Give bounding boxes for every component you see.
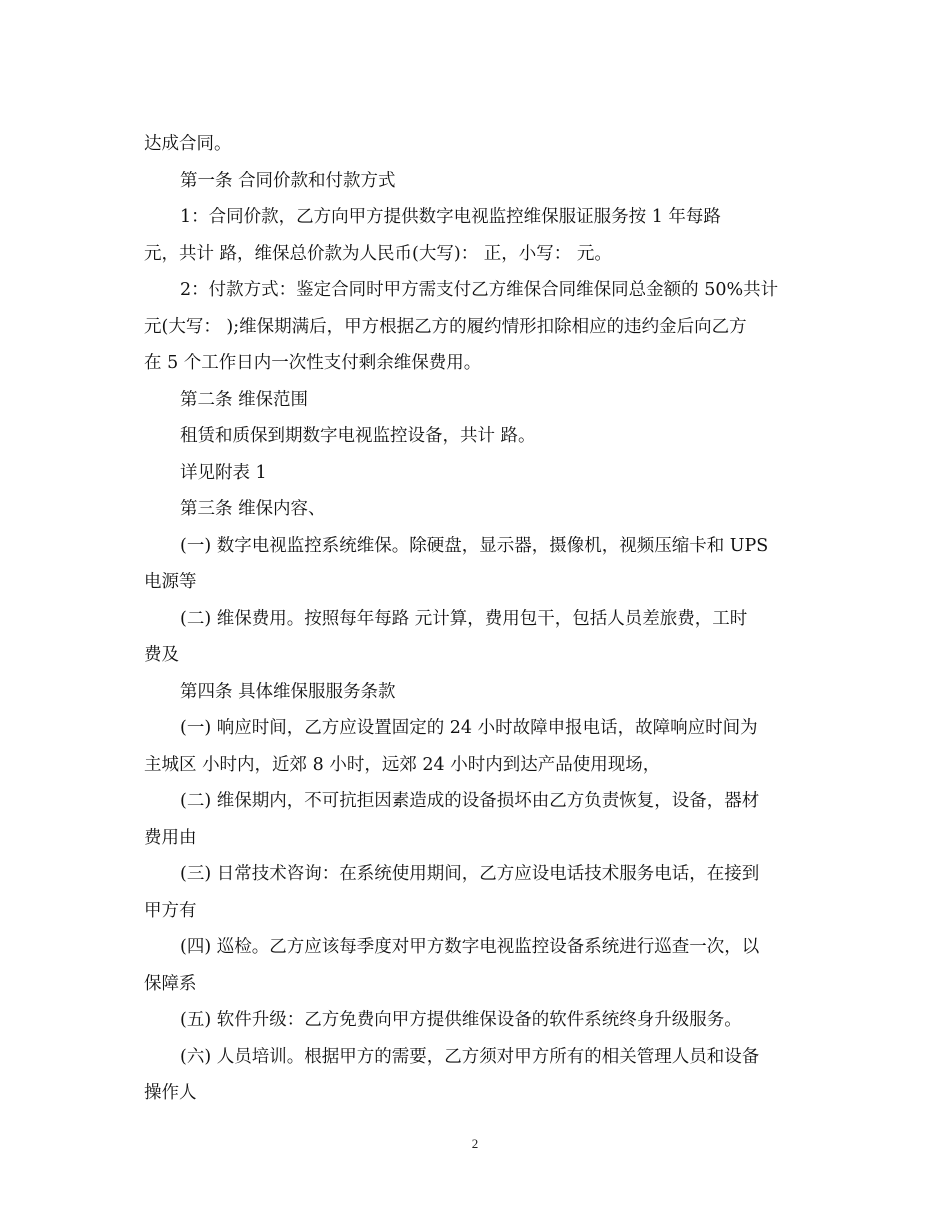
text-line: (一) 数字电视监控系统维保。除硬盘，显示器，摄像机，视频压缩卡和 UPS (180, 535, 769, 556)
text-line: (二) 维保期内，不可抗拒因素造成的设备损坏由乙方负责恢复，设备，器材 (180, 791, 760, 811)
text-line: 元，共计 路，维保总价款为人民币(大写)： 正，小写： 元。 (144, 243, 612, 264)
text-line: (五) 软件升级：乙方免费向甲方提供维保设备的软件系统终身升级服务。 (180, 1010, 742, 1030)
text-line: 元(大写： );维保期满后，甲方根据乙方的履约情形扣除相应的违约金后向乙方 (144, 316, 747, 337)
text-line: 费用由 (144, 827, 197, 848)
text-line: 达成合同。 (144, 134, 232, 154)
text-line: 主城区 小时内，近郊 8 小时，远郊 24 小时内到达产品使用现场， (144, 754, 661, 775)
article-heading: 第四条 具体维保服服务条款 (180, 681, 396, 702)
text-line: 甲方有 (144, 900, 197, 921)
text-line: 1：合同价款，乙方向甲方提供数字电视监控维保服证服务按 1 年每路 (180, 207, 721, 227)
text-line: (二) 维保费用。按照每年每路 元计算，费用包干，包括人员差旅费，工时 (180, 608, 748, 629)
text-line: 详见附表 1 (180, 462, 267, 483)
article-heading: 第一条 合同价款和付款方式 (180, 170, 396, 191)
text-line: 操作人 (144, 1083, 197, 1103)
article-heading: 第三条 维保内容、 (180, 499, 326, 519)
text-line: 在 5 个工作日内一次性支付剩余维保费用。 (144, 353, 482, 373)
text-line: (三) 日常技术咨询：在系统使用期间，乙方应设电话技术服务电话，在接到 (180, 864, 760, 884)
text-line: 电源等 (144, 572, 197, 592)
text-line: 租赁和质保到期数字电视监控设备，共计 路。 (180, 426, 536, 446)
document-body (144, 126, 812, 1112)
text-line: 费及 (144, 645, 179, 665)
text-line: 保障系 (144, 973, 197, 994)
page-number: 2 (471, 1136, 479, 1151)
text-line: (一) 响应时间，乙方应设置固定的 24 小时故障申报电话，故障响应时间为 (180, 718, 758, 738)
text-line: (四) 巡检。乙方应该每季度对甲方数字电视监控设备系统进行巡查一次，以 (180, 937, 760, 957)
text-line: (六) 人员培训。根据甲方的需要，乙方须对甲方所有的相关管理人员和设备 (180, 1046, 760, 1067)
article-heading: 第二条 维保范围 (180, 389, 309, 410)
text-line: 2：付款方式：鉴定合同时甲方需支付乙方维保合同维保同总金额的 50%共计 (180, 280, 779, 300)
